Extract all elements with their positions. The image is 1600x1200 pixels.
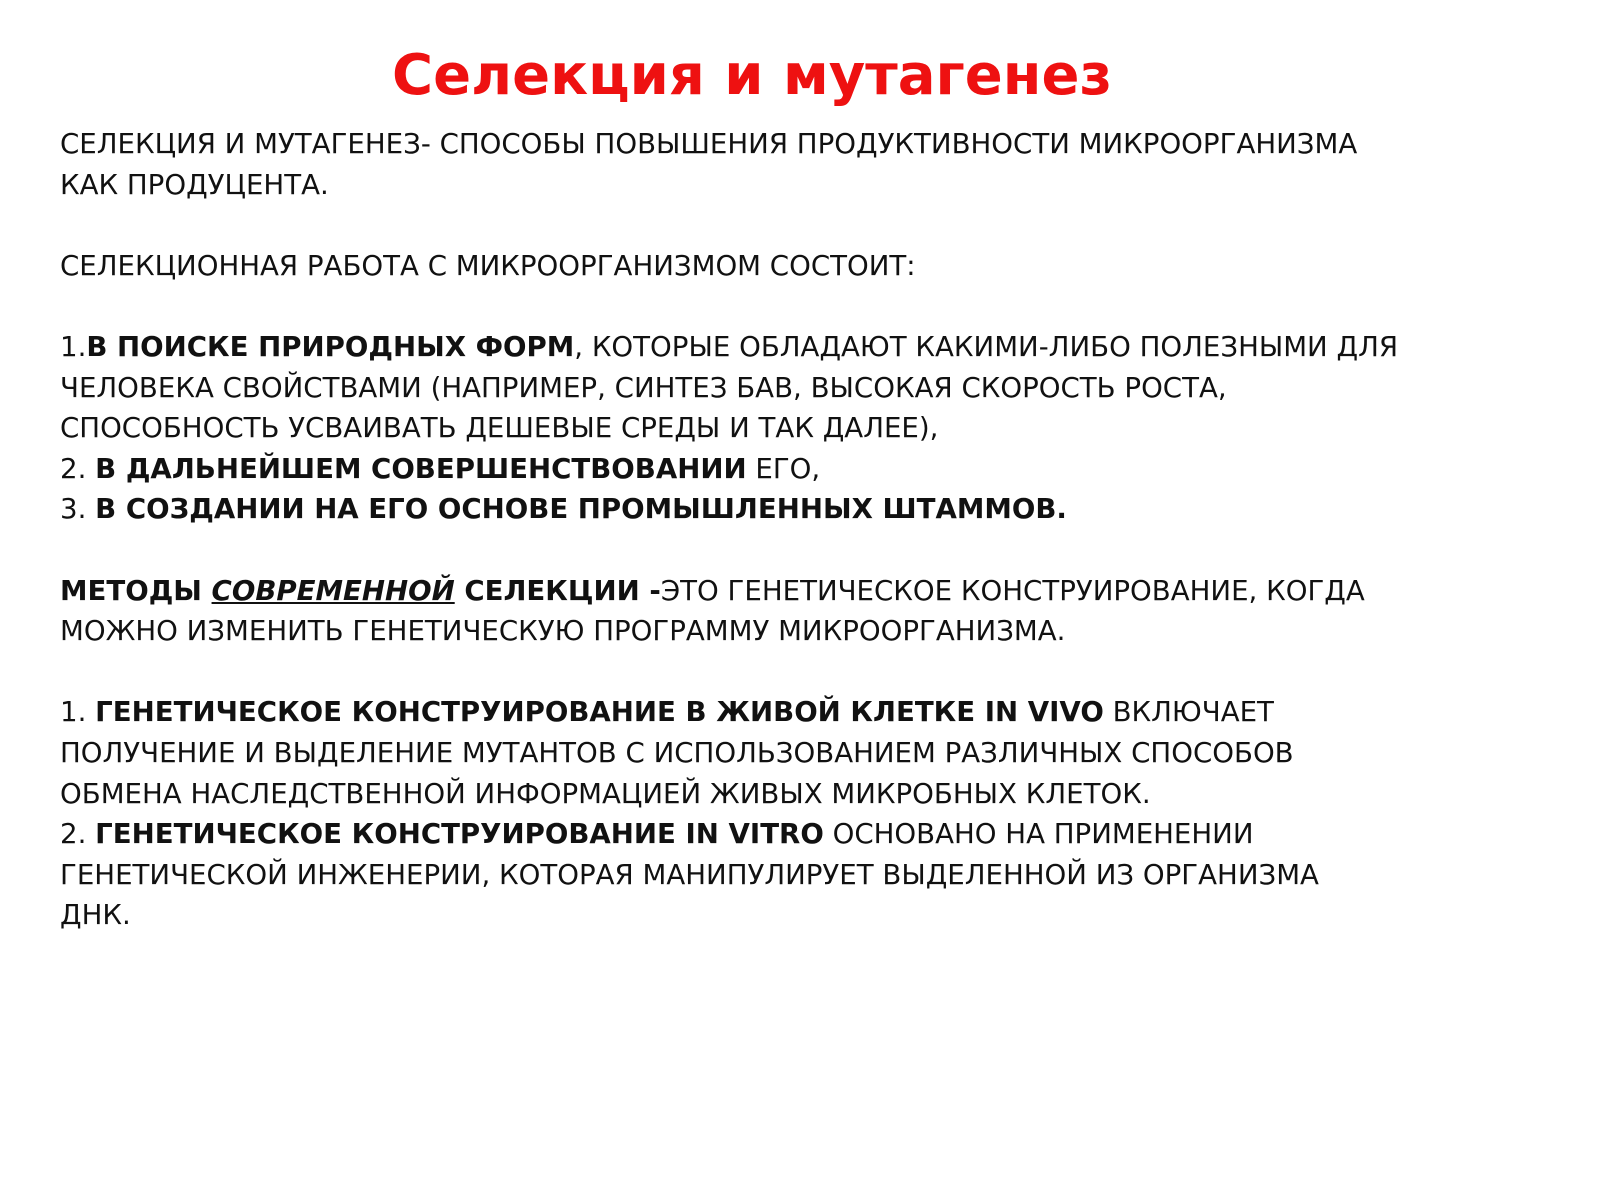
stage-1-line-2: ЧЕЛОВЕКА СВОЙСТВАМИ (НАПРИМЕР, СИНТЕЗ БАВ, ВЫСОКАЯ СКОРОСТЬ РОСТА,: [60, 370, 1227, 404]
spacer: [60, 530, 1540, 571]
stage-1-line-3: СПОСОБНОСТЬ УСВАИВАТЬ ДЕШЕВЫЕ СРЕДЫ И ТАК ДАЛЕЕ),: [60, 411, 939, 445]
stage-2-bold: В ДАЛЬНЕЙШЕМ СОВЕРШЕНСТВОВАНИИ: [95, 451, 747, 485]
in-vitro-number: 2.: [60, 817, 96, 851]
stage-2-number: 2.: [60, 451, 96, 485]
in-vivo-line-1: [60, 692, 1540, 733]
stage-1-number: 1.: [60, 329, 87, 363]
methods-line-2: МОЖНО ИЗМЕНИТЬ ГЕНЕТИЧЕСКУЮ ПРОГРАММУ МИКРООРГАНИЗМА.: [60, 614, 1066, 648]
stage-3: [60, 489, 1540, 530]
methods-bold-end: СЕЛЕКЦИИ -: [454, 573, 661, 607]
in-vivo-rest: ВКЛЮЧАЕТ: [1103, 695, 1274, 729]
spacer: [60, 205, 1540, 246]
stage-1-bold: В ПОИСКЕ ПРИРОДНЫХ ФОРМ: [86, 329, 575, 363]
slide-body: [60, 124, 1540, 936]
stage-1-line-1: [60, 327, 1540, 368]
in-vitro-line-3: ДНК.: [60, 898, 131, 932]
stage-2-rest: ЕГО,: [746, 451, 821, 485]
selection-heading: СЕЛЕКЦИОННАЯ РАБОТА С МИКРООРГАНИЗМОМ СОСТОИТ:: [60, 248, 916, 282]
stage-3-number: 3.: [60, 492, 96, 526]
in-vitro-line-2: ГЕНЕТИЧЕСКОЙ ИНЖЕНЕРИИ, КОТОРАЯ МАНИПУЛИРУЕТ ВЫДЕЛЕННОЙ ИЗ ОРГАНИЗМА: [60, 857, 1319, 891]
slide-title: Селекция и мутагенез: [392, 43, 1112, 108]
in-vivo-line-2: ПОЛУЧЕНИЕ И ВЫДЕЛЕНИЕ МУТАНТОВ С ИСПОЛЬЗОВАНИЕМ РАЗЛИЧНЫХ СПОСОБОВ: [60, 735, 1294, 769]
spacer: [60, 286, 1540, 327]
in-vivo-bold: ГЕНЕТИЧЕСКОЕ КОНСТРУИРОВАНИЕ В ЖИВОЙ КЛЕТКЕ IN VIVO: [95, 695, 1104, 729]
stage-2: [60, 449, 1540, 490]
in-vivo-number: 1.: [60, 695, 96, 729]
in-vitro-line-1: [60, 814, 1540, 855]
in-vivo-line-3: ОБМЕНА НАСЛЕДСТВЕННОЙ ИНФОРМАЦИЕЙ ЖИВЫХ МИКРОБНЫХ КЛЕТОК.: [60, 776, 1151, 810]
spacer: [60, 652, 1540, 693]
in-vitro-rest: ОСНОВАНО НА ПРИМЕНЕНИИ: [823, 817, 1254, 851]
intro-line-1: СЕЛЕКЦИЯ И МУТАГЕНЕЗ- СПОСОБЫ ПОВЫШЕНИЯ ПРОДУКТИВНОСТИ МИКРООРГАНИЗМА: [60, 127, 1358, 160]
intro-line-2: КАК ПРОДУЦЕНТА.: [60, 167, 329, 201]
methods-underlined: СОВРЕМЕННОЙ: [211, 573, 455, 607]
methods-line-1: [60, 571, 1540, 612]
stage-1-rest: , КОТОРЫЕ ОБЛАДАЮТ КАКИМИ-ЛИБО ПОЛЕЗНЫМИ ДЛЯ: [574, 329, 1399, 363]
methods-bold-start: МЕТОДЫ: [60, 573, 212, 607]
methods-rest: ЭТО ГЕНЕТИЧЕСКОЕ КОНСТРУИРОВАНИЕ, КОГДА: [660, 573, 1365, 607]
in-vitro-bold: ГЕНЕТИЧЕСКОЕ КОНСТРУИРОВАНИЕ IN VITRO: [95, 817, 824, 851]
stage-3-bold: В СОЗДАНИИ НА ЕГО ОСНОВЕ ПРОМЫШЛЕННЫХ ШТАММОВ.: [95, 492, 1067, 526]
